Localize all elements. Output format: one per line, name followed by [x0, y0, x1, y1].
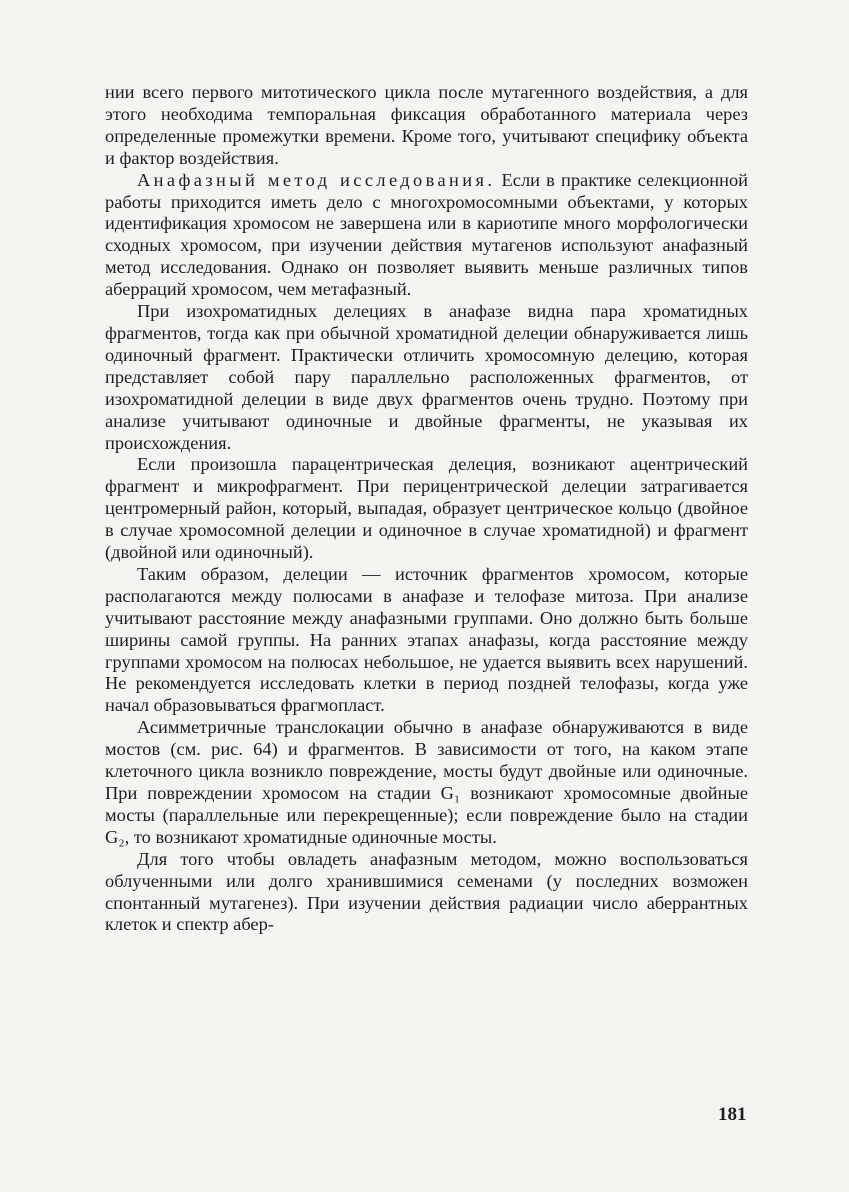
- section-heading-inline: Анафазный метод исследования.: [137, 169, 496, 190]
- paragraph-3: [105, 301, 748, 454]
- page-number: 181: [718, 1104, 747, 1125]
- body-text: [105, 82, 748, 936]
- paragraph-6-text: Асимметричные транслокации обычно в анафазе обнаруживаются в виде мостов (см. рис. 64) и фрагментов. В зависимости от того, на каком этапе клеточного цикла возникло повреждение, мосты будут двойные или одиночные. При повреждении хромосом на стадии G₁ возникают хромосомные двойные мосты (параллельные или перекрещенные); если повреждение было на стадии G₂, то возникают хроматидные одиночные мосты.: [105, 717, 748, 847]
- paragraph-5: [105, 564, 748, 717]
- paragraph-4: [105, 454, 748, 564]
- paragraph-6: [105, 717, 748, 848]
- paragraph-1: [105, 82, 748, 170]
- paragraph-1-text: нии всего первого митотического цикла после мутагенного воздействия, а для этого необходима темпоральная фиксация обработанного материала через определенные промежутки времени. Кроме того, учитывают специфику объекта и фактор воздействия.: [105, 82, 748, 168]
- paragraph-2: [105, 170, 748, 301]
- paragraph-3-text: При изохроматидных делециях в анафазе видна пара хроматидных фрагментов, тогда как при обычной хроматидной делеции обнаруживается лишь одиночный фрагмент. Практически отличить хромосомную делецию, которая представляет собой пару параллельно расположенных фрагментов, от изохроматидной делеции в виде двух фрагментов очень трудно. Поэтому при анализе учитывают одиночные и двойные фрагменты, не указывая их происхождения.: [105, 301, 748, 453]
- paragraph-2-text: Если в практике селекционной работы приходится иметь дело с многохромосомными объектами, у которых идентификация хромосом не завершена или в кариотипе много морфологически сходных хромосом, при изучении действия мутагенов используют анафазный метод исследования. Однако он позволяет выявить меньше различных типов аберраций хромосом, чем метафазный.: [105, 169, 748, 300]
- paragraph-7-text: Для того чтобы овладеть анафазным методом, можно воспользоваться облученными или долго хранившимися семенами (у последних возможен спонтанный мутагенез). При изучении действия радиации число аберрантных клеток и спектр абер-: [105, 848, 748, 935]
- paragraph-4-text: Если произошла парацентрическая делеция, возникают ацентрический фрагмент и микрофрагмент. При перицентрической делеции затрагивается центромерный район, который, выпадая, образует центрическое кольцо (двойное в случае хромосомной делеции и одиночное в случае хроматидной) и фрагмент (двойной или одиночный).: [105, 454, 748, 563]
- paragraph-5-text: Таким образом, делеции — источник фрагментов хромосом, которые располагаются между полюсами в анафазе и телофазе митоза. При анализе учитывают расстояние между анафазными группами. Оно должно быть больше ширины самой группы. На ранних этапах анафазы, когда расстояние между группами хромосом на полюсах небольшое, не удается выявить всех нарушений. Не рекомендуется исследовать клетки в период поздней телофазы, когда уже начал образовываться фрагмопласт.: [105, 563, 748, 716]
- paragraph-7: [105, 849, 748, 937]
